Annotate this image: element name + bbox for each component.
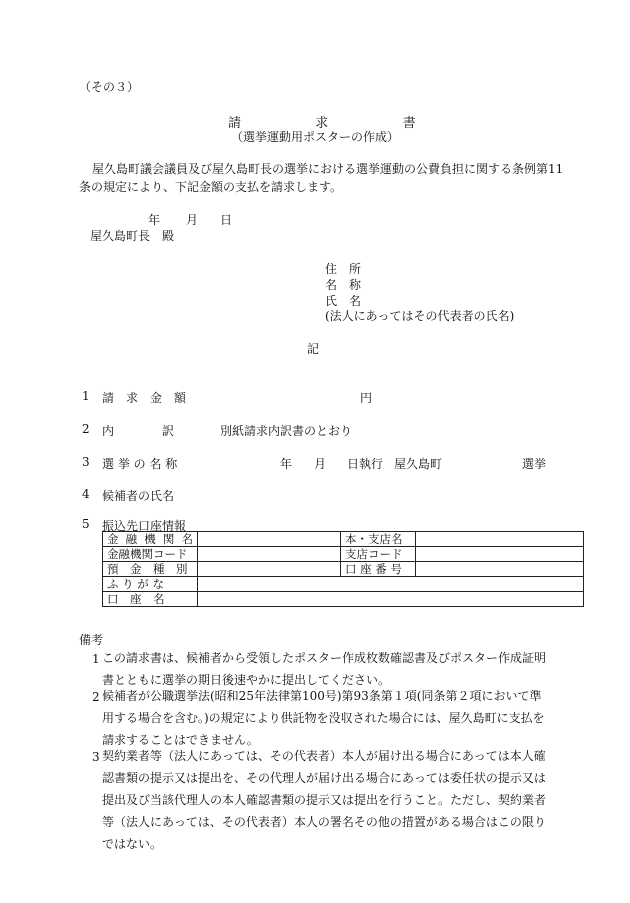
item-2-value: 別紙請求内訳書のとおり bbox=[220, 424, 353, 438]
branch-code-label: 支店コード bbox=[341, 547, 416, 562]
applicant-name-label: 名 称 bbox=[325, 278, 362, 292]
furigana-label: ふ り が な bbox=[103, 577, 198, 592]
table-row bbox=[103, 562, 584, 577]
note-1-text: この請求書は、候補者から受領したポスター作成枚数確認書及びポスター作成証明書とともに選挙の期日後速やかに提出してください。 bbox=[102, 651, 547, 687]
item-2-label: 内 訳 bbox=[102, 424, 175, 438]
item-1-label: 請 求 金 額 bbox=[102, 391, 187, 405]
item-3-number: 3 bbox=[82, 455, 90, 469]
branch-code-value-cell[interactable] bbox=[416, 547, 584, 562]
furigana-value-cell[interactable] bbox=[198, 577, 584, 592]
note-2-text: 候補者が公職選挙法(昭和25年法律第100号)第93条第１項(同条第２項において準用する場合を含む。)の規定により供託物を没収された場合には、屋久島町に支払を請求することはできません。 bbox=[102, 689, 545, 747]
account-holder-value-cell[interactable] bbox=[198, 592, 584, 607]
item-4-label: 候補者の氏名 bbox=[102, 489, 175, 503]
account-number-value-cell[interactable] bbox=[416, 562, 584, 577]
bank-account-table bbox=[102, 531, 584, 607]
bank-name-value-cell[interactable] bbox=[198, 532, 341, 547]
item-4-number: 4 bbox=[82, 487, 90, 501]
note-3-text: 契約業者等（法人にあっては、その代表者）本人が届け出る場合にあっては本人確認書類の提示又は提出を、その代理人が届け出る場合にあっては委任状の提示又は提出及び当該代理人の本人確認書類の提示又は提出を行うこと。ただし、契約業者等（法人にあっては、その代表者）本人の署名その他の措置がある場合はこの限りではない。 bbox=[102, 749, 547, 851]
addressee: 屋久島町長 殿 bbox=[90, 229, 175, 243]
remarks-heading: 備考 bbox=[79, 633, 104, 647]
title-char-1: 請 bbox=[228, 116, 242, 131]
item-5-number: 5 bbox=[82, 517, 90, 531]
applicant-person-label: 氏 名 bbox=[325, 294, 362, 308]
bank-code-label: 金融機関コード bbox=[103, 547, 198, 562]
form-number-label: （その３） bbox=[79, 80, 140, 94]
intro-line-1: 屋久島町議会議員及び屋久島町長の選挙における選挙運動の公費負担に関する条例第11 bbox=[92, 162, 564, 176]
applicant-address-label: 住 所 bbox=[325, 262, 362, 276]
applicant-note: (法人にあってはその代表者の氏名) bbox=[325, 309, 515, 323]
item-3-year: 年 bbox=[280, 457, 293, 471]
date-month: 月 bbox=[186, 213, 199, 227]
branch-name-value-cell[interactable] bbox=[416, 532, 584, 547]
title-char-3: 書 bbox=[402, 116, 416, 131]
item-1-unit: 円 bbox=[360, 391, 373, 405]
item-3-label: 選 挙 の 名 称 bbox=[102, 457, 178, 471]
date-day: 日 bbox=[220, 213, 233, 227]
note-1-number: 1 bbox=[92, 652, 100, 666]
item-1-number: 1 bbox=[82, 389, 90, 403]
deposit-type-label: 預 金 種 別 bbox=[103, 562, 198, 577]
account-holder-label: 口 座 名 bbox=[103, 592, 198, 607]
ki-heading: 記 bbox=[307, 342, 320, 356]
table-row bbox=[103, 577, 584, 592]
title-char-2: 求 bbox=[315, 116, 329, 131]
deposit-type-value-cell[interactable] bbox=[198, 562, 341, 577]
branch-name-label: 本・支店名 bbox=[341, 532, 416, 547]
date-year: 年 bbox=[148, 213, 161, 227]
item-3-day-exec: 日執行 bbox=[347, 457, 384, 471]
item-2-number: 2 bbox=[82, 422, 90, 436]
item-3-election: 選挙 bbox=[522, 457, 547, 471]
item-3-town: 屋久島町 bbox=[394, 457, 443, 471]
bank-code-value-cell[interactable] bbox=[198, 547, 341, 562]
intro-line-2: 条の規定により、下記金額の支払を請求します。 bbox=[79, 180, 343, 194]
item-3-month: 月 bbox=[314, 457, 327, 471]
item-5-label: 振込先口座情報 bbox=[102, 519, 187, 533]
table-row bbox=[103, 547, 584, 562]
note-3-number: 3 bbox=[92, 750, 100, 764]
account-number-label: 口 座 番 号 bbox=[341, 562, 416, 577]
table-row bbox=[103, 532, 584, 547]
document-subtitle: （選挙運動用ポスターの作成） bbox=[231, 130, 400, 144]
bank-name-label: 金融機関名 bbox=[103, 532, 198, 547]
table-row bbox=[103, 592, 584, 607]
note-2-number: 2 bbox=[92, 690, 100, 704]
